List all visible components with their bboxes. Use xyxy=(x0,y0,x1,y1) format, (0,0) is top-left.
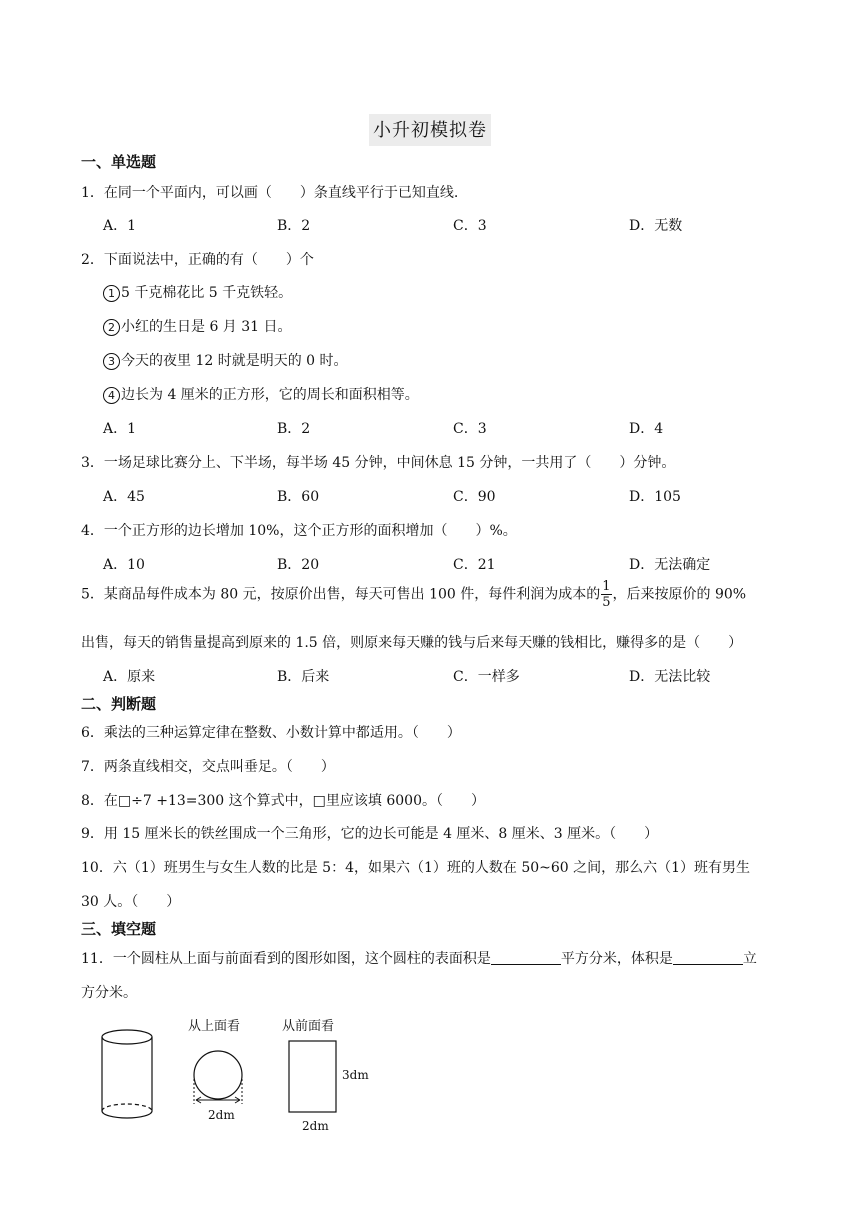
top-view-circle-figure xyxy=(188,1048,248,1108)
section-heading-true-false: 二、判断题 xyxy=(81,695,157,713)
question-5-text-a: 5．某商品每件成本为 80 元，按原价出售，每天可售出 100 件，每件利润为成本的 xyxy=(81,586,601,603)
fraction-numerator: 1 xyxy=(602,579,611,594)
question-4-option-d: D．无法确定 xyxy=(629,557,711,573)
question-1-option-c: C．3 xyxy=(453,218,487,234)
question-5-option-b: B．后来 xyxy=(277,669,330,685)
circled-number: 2 xyxy=(103,319,120,336)
front-view-height-label: 3dm xyxy=(342,1068,369,1082)
statement-text: 小红的生日是 6 月 31 日。 xyxy=(121,319,292,335)
statement-text: 今天的夜里 12 时就是明天的 0 时。 xyxy=(121,353,348,369)
answer-blank-volume[interactable] xyxy=(673,952,743,965)
question-9-text: 9．用 15 厘米长的铁丝围成一个三角形，它的边长可能是 4 厘米、8 厘米、3 厘米。（ ） xyxy=(81,826,659,842)
circled-number: 1 xyxy=(103,285,120,302)
question-6-text: 6．乘法的三种运算定律在整数、小数计算中都适用。（ ） xyxy=(81,725,461,741)
question-2-statement-1 xyxy=(103,282,292,302)
question-5-line-1 xyxy=(81,580,746,609)
question-11-line-1 xyxy=(81,948,757,968)
question-5-option-d: D．无法比较 xyxy=(629,669,711,685)
question-5-option-a: A．原来 xyxy=(103,669,156,685)
question-3-text: 3．一场足球比赛分上、下半场，每半场 45 分钟，中间休息 15 分钟，一共用了（ ）分钟。 xyxy=(81,455,676,471)
question-1-text: 1．在同一个平面内，可以画（ ）条直线平行于已知直线. xyxy=(81,185,459,201)
front-view-width-label: 2dm xyxy=(302,1119,329,1133)
question-2-text: 2．下面说法中，正确的有（ ）个 xyxy=(81,252,314,268)
question-4-option-a: A．10 xyxy=(103,557,145,573)
question-2-option-d: D．4 xyxy=(629,421,664,437)
question-10-line-1: 10．六（1）班男生与女生人数的比是 5：4，如果六（1）班的人数在 50~60 之间，那么六（1）班有男生 xyxy=(81,860,751,876)
question-1-option-b: B．2 xyxy=(277,218,311,234)
question-1-option-a: A．1 xyxy=(103,218,137,234)
answer-blank-surface-area[interactable] xyxy=(491,952,561,965)
fraction-one-fifth xyxy=(601,580,611,609)
question-2-statement-3 xyxy=(103,350,348,370)
page-title-wrap xyxy=(0,114,860,146)
statement-text: 边长为 4 厘米的正方形，它的周长和面积相等。 xyxy=(121,387,419,403)
question-3-option-a: A．45 xyxy=(103,489,145,505)
question-11-line-2: 方分米。 xyxy=(81,985,137,1001)
question-2-option-a: A．1 xyxy=(103,421,137,437)
question-11-text-b: 平方分米，体积是 xyxy=(560,951,673,967)
question-5-text-b: ，后来按原价的 90% xyxy=(612,586,747,603)
section-heading-fill-blank: 三、填空题 xyxy=(81,920,157,938)
question-4-option-c: C．21 xyxy=(453,557,496,573)
question-2-statement-4 xyxy=(103,384,419,404)
fraction-denominator: 5 xyxy=(602,595,611,610)
question-3-option-d: D．105 xyxy=(629,489,681,505)
page-title: 小升初模拟卷 xyxy=(369,114,491,146)
question-10-line-2: 30 人。（ ） xyxy=(81,894,181,910)
question-4-text: 4．一个正方形的边长增加 10%，这个正方形的面积增加（ ）%。 xyxy=(81,523,517,539)
question-2-option-b: B．2 xyxy=(277,421,311,437)
question-2-statement-2 xyxy=(103,316,292,336)
front-view-label: 从前面看 xyxy=(282,1019,335,1034)
question-11-text-c: 立 xyxy=(742,951,757,967)
question-5-option-c: C．一样多 xyxy=(453,669,520,685)
top-view-label: 从上面看 xyxy=(188,1019,241,1034)
question-5-line-2: 出售，每天的销售量提高到原来的 1.5 倍，则原来每天赚的钱与后来每天赚的钱相比，赚得多的是（ ） xyxy=(81,635,743,651)
question-2-option-c: C．3 xyxy=(453,421,487,437)
question-8-text: 8．在□÷7 +13=300 这个算式中，□里应该填 6000。（ ） xyxy=(81,793,485,809)
question-1-option-d: D．无数 xyxy=(629,218,683,234)
question-3-option-b: B．60 xyxy=(277,489,320,505)
circled-number: 3 xyxy=(103,353,120,370)
question-4-option-b: B．20 xyxy=(277,557,320,573)
circled-number: 4 xyxy=(103,387,120,404)
front-view-rectangle-figure xyxy=(288,1040,338,1115)
statement-text: 5 千克棉花比 5 千克铁轻。 xyxy=(121,285,293,301)
question-11-text-a: 11．一个圆柱从上面与前面看到的图形如图，这个圆柱的表面积是 xyxy=(81,951,491,967)
top-view-diameter-label: 2dm xyxy=(208,1108,235,1122)
section-heading-single-choice: 一、单选题 xyxy=(81,153,157,171)
cylinder-figure xyxy=(95,1025,165,1125)
question-3-option-c: C．90 xyxy=(453,489,496,505)
question-7-text: 7．两条直线相交，交点叫垂足。（ ） xyxy=(81,759,335,775)
